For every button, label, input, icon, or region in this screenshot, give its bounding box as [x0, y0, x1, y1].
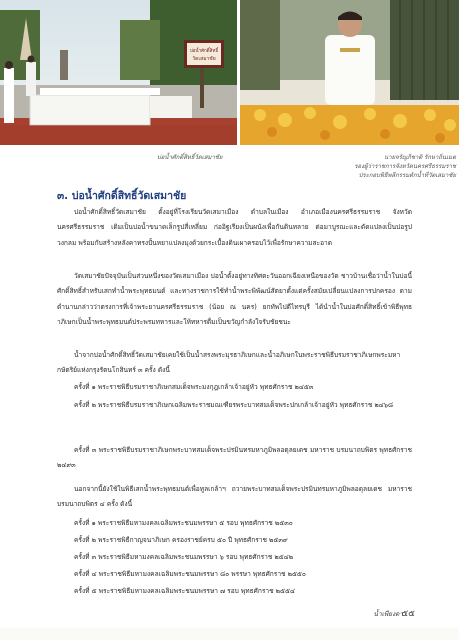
caption-right: [296, 153, 456, 180]
paragraph-1: บ่อน้ำศักดิ์สิทธิ์วัดเสมาชัย ตั้งอยู่ที่โรงเรียนวัดเสมาเมือง ตำบลในเมือง อำเภอเมืองนครศรีธรรมราช จังหวัดนครศรีธรรมราช เดิมเป็นบ่อน้ำขนาดเล็กรูปสี่เหลี่ยม ก่ออิฐเรียงเป็นผนังเพื่อกันดินทลาย ต่อมาบูรณะและดัดแปลงเป็นบ่อรูปวงกลม พร้อมกับสร้างหลังคาทรงปั้นหยาแปลงมุงด้วยกระเบื้องดินเผาครอบไว้เพื่อรักษาความสะอาด: [57, 208, 412, 247]
list2-item-3: ครั้งที่ ๓ พระราชพิธีมหามงคลเฉลิมพระชนมพรรษา ๖ รอบ พุทธศักราช ๒๕๔๒: [74, 553, 294, 561]
signboard-line2: วัดเสมาชัย: [192, 56, 216, 62]
caption-right-line1: นายจรัญภิชาติ รักษาถิ่นเมต: [384, 154, 456, 161]
list2-item-4: ครั้งที่ ๔ พระราชพิธีมหามงคลเฉลิมพระชนมพรรษา ๘๐ พรรษา พุทธศักราช ๒๕๕๐: [74, 570, 306, 578]
caption-left: บ่อน้ำศักดิ์สิทธิ์วัดเสมาชัย: [157, 154, 223, 161]
page-number: ๕๕: [401, 609, 415, 619]
paragraph-4: นอกจากนี้ยังใช้ในพิธีเสกน้ำพระพุทธมนต์เพื่อทูลเกล้าฯ ถวายพระบาทสมเด็จพระปรมินทรมหาภูมิพลอดุลยเดช มหาราช บรมนาถบพิตร ๔ ครั้ง ดังนี้: [57, 485, 412, 509]
footer-bar: [0, 628, 459, 640]
caption-right-line2: รองผู้ว่าราชการจังหวัดนครศรีธรรมราช: [354, 163, 456, 170]
list2-item-2: ครั้งที่ ๒ พระราชพิธีกาญจนาภิเษก ครองราชย์ครบ ๕๐ ปี พุทธศักราช ๒๕๓๙: [74, 536, 288, 544]
paragraph-3: น้ำจากบ่อน้ำศักดิ์สิทธิ์วัดเสมาชัยเคยใช้เป็นน้ำสรงพระมุรธาภิเษกและน้ำอภิเษกในพระราชพิธีบรมราชาภิเษกพระมหากษัตริย์แห่งกรุงรัตนโกสินทร์ ๓ ครั้ง ดังนี้: [57, 351, 401, 375]
list2-item-1: ครั้งที่ ๑ พระราชพิธีมหามงคลเฉลิมพระชนมพรรษา ๕ รอบ พุทธศักราช ๒๕๓๐: [74, 519, 293, 527]
signboard-line1: บ่อน้ำศักดิ์สิทธิ์: [189, 49, 219, 54]
list1-item-3: ครั้งที่ ๓ พระราชพิธีบรมราชาภิเษกพระบาทสมเด็จพระปรมินทรมหาภูมิพลอดุลยเดช มหาราช บรมนาถบพิตร พุทธศักราช ๒๔๙๓: [57, 446, 412, 469]
list1-item-2: ครั้งที่ ๒ พระราชพิธีบรมราชาภิเษกเฉลิมพระราชมณเฑียรพระบาทสมเด็จพระปกเกล้าเจ้าอยู่หัว พุทธศักราช ๒๔๖๘: [74, 401, 394, 409]
photo-ceremony-official: [240, 0, 459, 145]
section-heading: ๓. บ่อน้ำศักดิ์สิทธิ์วัดเสมาชัย: [57, 190, 187, 202]
list2-item-5: ครั้งที่ ๕ พระราชพิธีมหามงคลเฉลิมพระชนมพรรษา ๗ รอบ พุทธศักราช ๒๕๕๔: [74, 587, 295, 595]
paragraph-2: วัดเสมาชัยปัจจุบันเป็นส่วนหนึ่งของวัดเสมาเมือง บ่อน้ำตั้งอยู่ทางทิศตะวันออกเฉียงเหนือของวัด ชาวบ้านเชื่อว่าน้ำในบ่อนี้ศักดิ์สิทธิ์สำหรับเสกทำน้ำพระพุทธมนต์ และทางราชการใช้ทำน้ำพระพิพัฒน์สัตยาตั้งแต่ครั้งสมัยเปลี่ยนแปลงการปกครอง ตามตำนานกล่าวว่าตรงการที่เจ้าพระยานครศรีธรรมราช (น้อย ณ นคร) ยกทัพไปตีไทรบุรี ได้นำน้ำในบ่อศักดิ์สิทธิ์เข้าพิธีพุทธาภิเษกเป็นน้ำพระพุทธมนต์ประพรมทหารและให้ทหารดื่มเป็นขวัญกำลังใจรับชัยชนะ: [57, 272, 412, 327]
caption-right-line3: ประกอบพิธีพลีกรรมตักน้ำที่วัดเสมาชัย: [358, 172, 456, 179]
photo-sacred-well: [0, 0, 237, 145]
list1-item-1: ครั้งที่ ๑ พระราชพิธีบรมราชาภิเษกสมเด็จพระมงกุฎเกล้าเจ้าอยู่หัว พุทธศักราช ๒๔๕๓: [74, 383, 314, 391]
footer-label: น้ำเพียงดา: [373, 610, 403, 618]
